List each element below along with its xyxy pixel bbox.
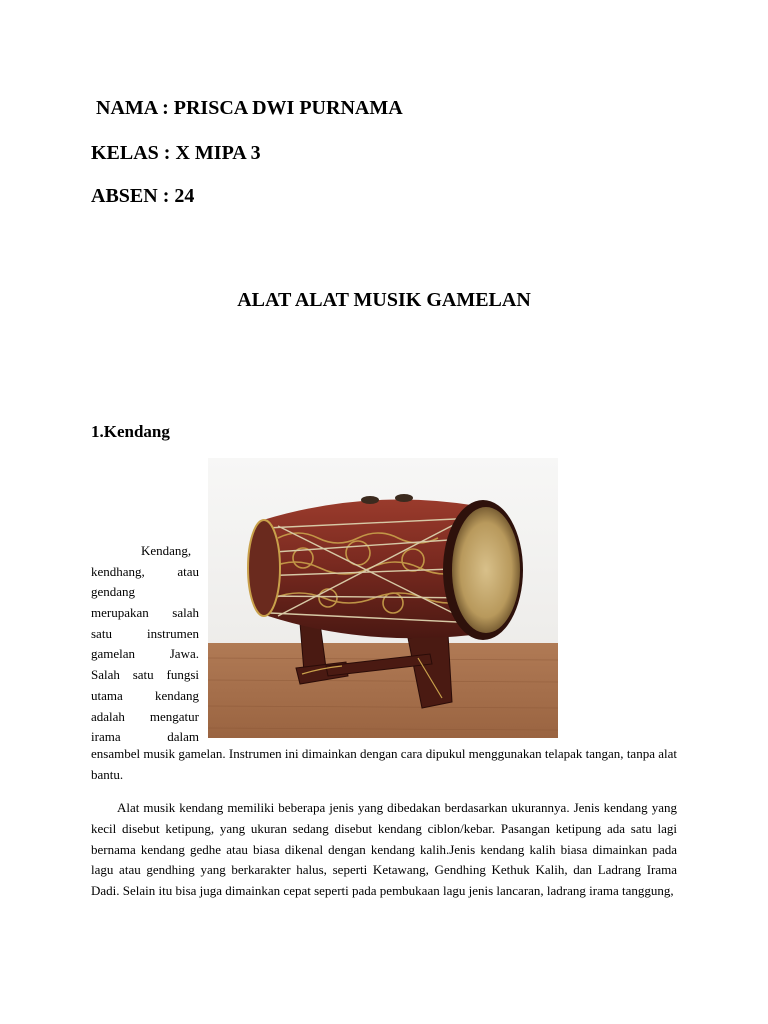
text-line: gendang (91, 584, 136, 600)
section-heading-kendang: 1.Kendang (91, 422, 170, 441)
text-line: utama kendang (91, 687, 199, 703)
text-line: irama dalam (91, 729, 199, 745)
document-title: ALAT ALAT MUSIK GAMELAN (237, 289, 531, 311)
kendang-drum-image (208, 458, 558, 738)
text-line: Salah satu fungsi (91, 667, 199, 683)
text-line: gamelan Jawa. (91, 646, 199, 662)
text-line: kendhang, atau (91, 563, 199, 579)
kendang-paragraph-1: ensambel musik gamelan. Instrumen ini dimainkan dengan cara dipukul menggunakan telapak tangan, tanpa alat bantu. (91, 746, 677, 782)
student-number: ABSEN : 24 (91, 185, 195, 207)
text-line: satu instrumen (91, 625, 199, 641)
student-name: NAMA : PRISCA DWI PURNAMA (96, 97, 403, 119)
kendang-intro-wrapped-text (91, 541, 199, 748)
text-line: merupakan salah (91, 605, 199, 621)
text-line: adalah mengatur (91, 708, 199, 724)
student-class: KELAS : X MIPA 3 (91, 142, 261, 164)
text-line: Kendang, (141, 543, 192, 558)
kendang-paragraph-2: Alat musik kendang memiliki beberapa jenis yang dibedakan berdasarkan ukurannya. Jenis kendang yang kecil disebut ketipung, yang ukuran sedang disebut kendang ciblon/kebar. Pasangan ketipung ada satu lagi bernama kendang gedhe atau biasa dikenal dengan kendang kalih.Jenis kendang kalih biasa dimainkan pada lagu atau gendhing yang berkarakter halus, seperti Ketawang, Gendhing Kethuk Kalih, dan Ladrang Irama Dadi. Selain itu bisa juga dimainkan cepat seperti pada pembukaan lagu jenis lancaran, ladrang irama tanggung, (91, 800, 677, 899)
